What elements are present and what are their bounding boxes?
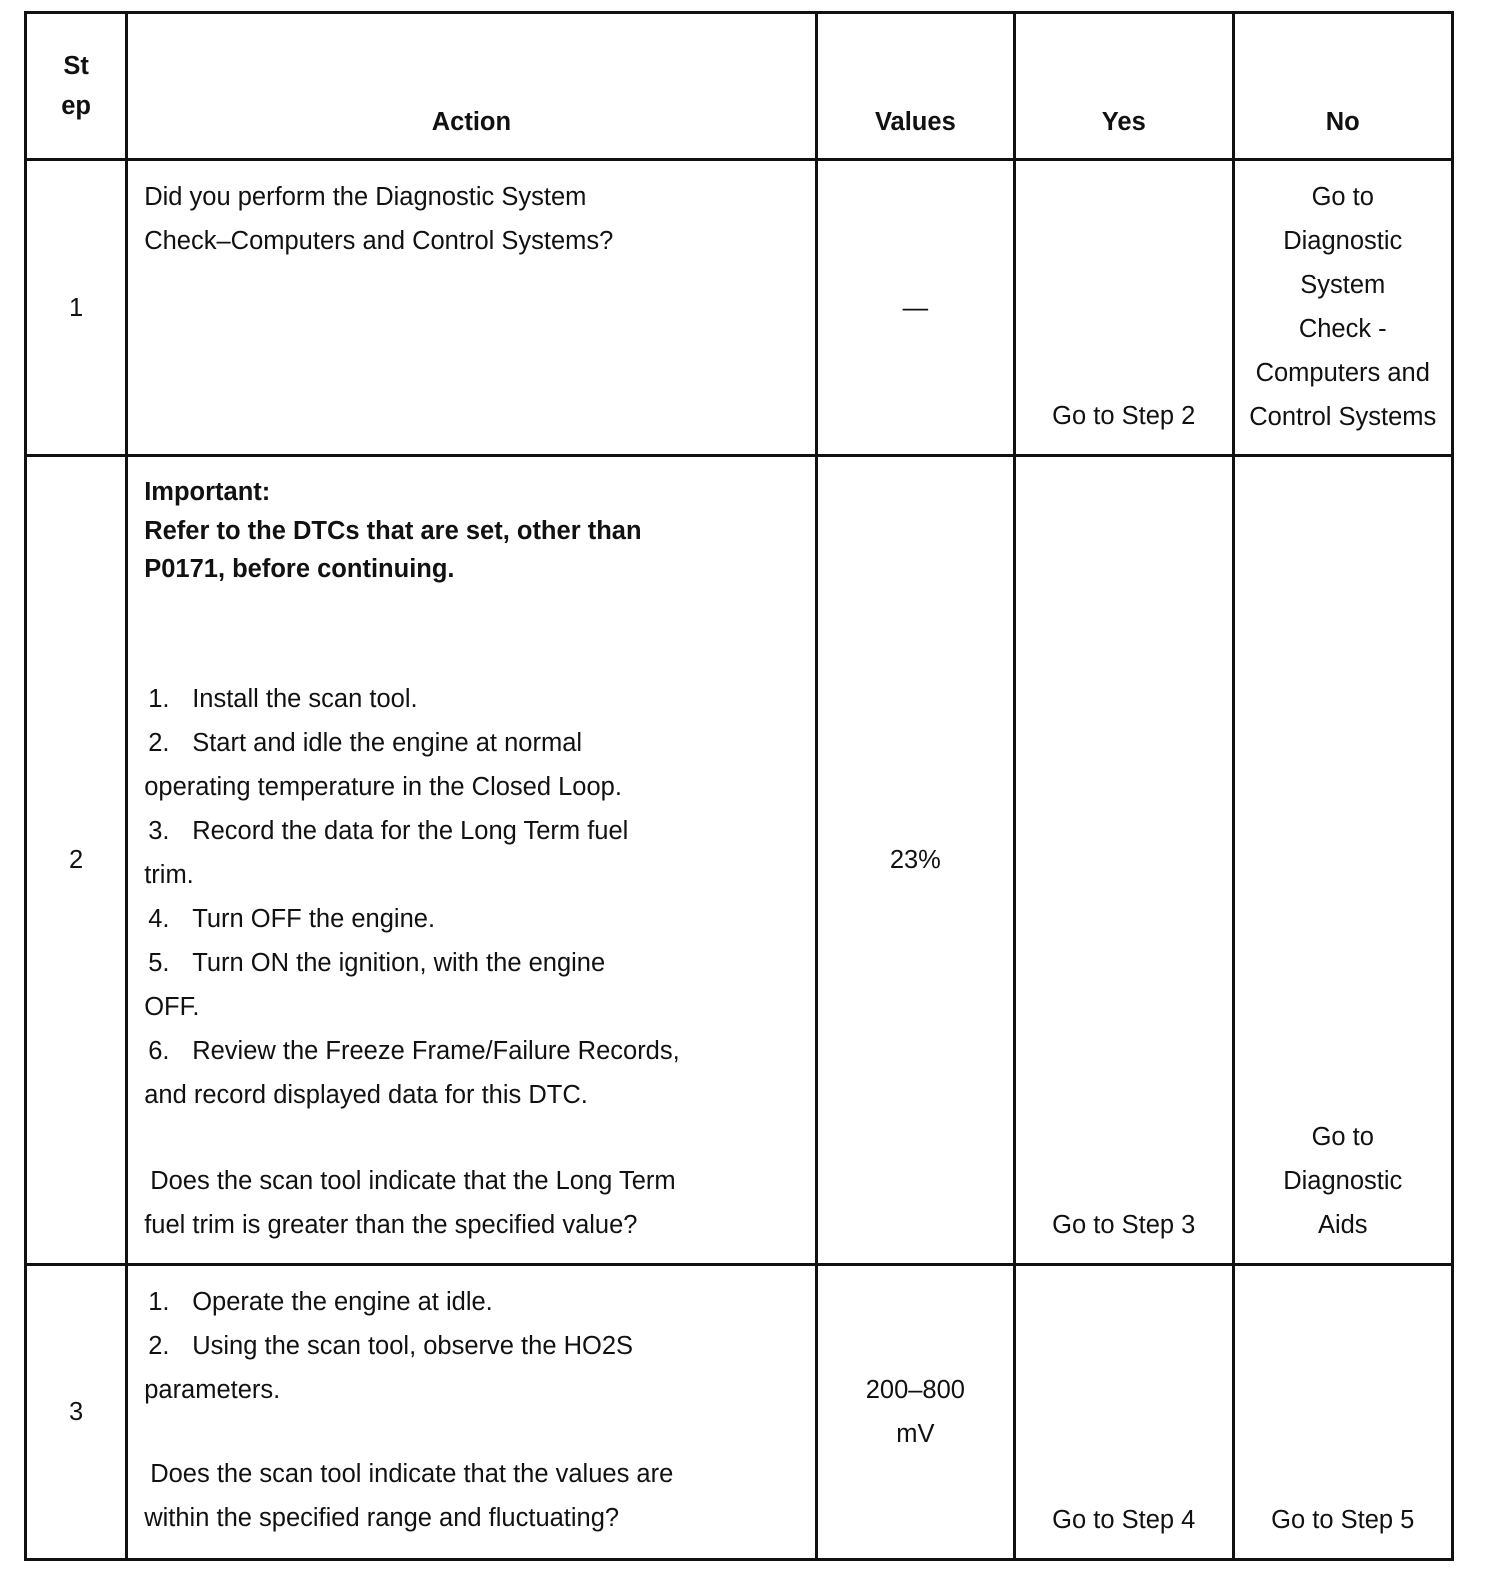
important-label: Important:: [144, 478, 271, 506]
step-text-continuation: trim.: [144, 860, 194, 889]
step-text: Install the scan tool.: [192, 684, 418, 713]
values-cell: 23%: [816, 456, 1014, 1265]
step-text-continuation: and record displayed data for this DTC.: [144, 1080, 588, 1109]
step-text: Start and idle the engine at normal: [192, 728, 583, 757]
step-text-continuation: operating temperature in the Closed Loop.: [144, 772, 622, 801]
step-marker: 2.: [148, 1331, 170, 1360]
question-line: within the specified range and fluctuating?: [144, 1503, 620, 1532]
step-text: Turn ON the ignition, with the engine: [192, 948, 606, 977]
no-column-header: No: [1233, 13, 1453, 160]
table-row: [26, 456, 1453, 1265]
step-text: Record the data for the Long Term fuel: [192, 816, 629, 845]
table-row: [26, 1264, 1453, 1559]
step-text-continuation: OFF.: [144, 992, 200, 1021]
procedure-step: [144, 809, 804, 853]
step-text: Review the Freeze Frame/Failure Records,: [192, 1036, 680, 1065]
step-marker: 2.: [148, 728, 170, 757]
step-marker: 1.: [148, 1287, 170, 1316]
action-line: Check–Computers and Control Systems?: [144, 227, 614, 255]
step-marker: 5.: [148, 948, 170, 977]
no-line: System: [1300, 271, 1386, 299]
important-note: [144, 473, 804, 589]
no-line: Go to: [1311, 183, 1374, 211]
step-marker: 1.: [148, 684, 170, 713]
values-cell: —: [816, 160, 1014, 456]
no-cell: Go to Step 5: [1233, 1264, 1453, 1559]
step-number: 2: [26, 456, 127, 1265]
no-cell: [1233, 456, 1453, 1265]
step-text-continuation: parameters.: [144, 1375, 281, 1404]
step-marker: 4.: [148, 904, 170, 933]
action-cell: [127, 160, 816, 456]
action-line: Did you perform the Diagnostic System: [144, 183, 587, 211]
important-text-line: Refer to the DTCs that are set, other than: [144, 516, 642, 545]
yes-cell: Go to Step 4: [1015, 1264, 1233, 1559]
procedure-steps: [144, 677, 804, 1117]
values-column-header: Values: [816, 13, 1014, 160]
action-cell: [127, 1264, 816, 1559]
step-text: Operate the engine at idle.: [192, 1287, 493, 1316]
procedure-step: [144, 897, 804, 941]
values-cell: [816, 1264, 1014, 1559]
yes-column-header: Yes: [1015, 13, 1233, 160]
step-text: Turn OFF the engine.: [192, 904, 436, 933]
action-column-header: Action: [127, 13, 816, 160]
procedure-step: [144, 677, 804, 721]
yes-cell: Go to Step 3: [1015, 456, 1233, 1265]
step-marker: 3.: [148, 816, 170, 845]
no-cell: [1233, 160, 1453, 456]
table-row: [26, 160, 1453, 456]
procedure-step: [144, 721, 804, 765]
header-row: [26, 13, 1453, 160]
step-column-header: [26, 13, 127, 160]
question: [144, 1159, 804, 1247]
question-line: Does the scan tool indicate that the Long Term: [150, 1166, 676, 1195]
question-line: Does the scan tool indicate that the values are: [150, 1459, 674, 1488]
action-cell: [127, 456, 816, 1265]
procedure-step: [144, 1324, 804, 1368]
step-number: 3: [26, 1264, 127, 1559]
no-line: Computers and: [1255, 359, 1430, 387]
yes-cell: Go to Step 2: [1015, 160, 1233, 456]
no-line: Diagnostic: [1283, 227, 1403, 255]
procedure-step: [144, 941, 804, 985]
diagnostic-table: [24, 11, 1454, 1561]
no-line: Control Systems: [1249, 403, 1437, 431]
values-line: 200–800: [865, 1375, 965, 1404]
step-number: 1: [26, 160, 127, 456]
no-line: Diagnostic: [1283, 1166, 1403, 1195]
step-header-line-2: ep: [61, 92, 91, 120]
values-line: mV: [896, 1419, 935, 1448]
question-line: fuel trim is greater than the specified value?: [144, 1210, 638, 1239]
step-marker: 6.: [148, 1036, 170, 1065]
important-text-line: P0171, before continuing.: [144, 555, 455, 583]
question: [144, 1452, 804, 1540]
no-line: Go to: [1311, 1122, 1374, 1151]
procedure-step: [144, 1280, 804, 1324]
no-line: Aids: [1317, 1210, 1368, 1239]
step-text: Using the scan tool, observe the HO2S: [192, 1331, 634, 1360]
procedure-step: [144, 1029, 804, 1073]
no-line: Check -: [1298, 315, 1387, 343]
step-header-line-1: St: [63, 52, 89, 80]
